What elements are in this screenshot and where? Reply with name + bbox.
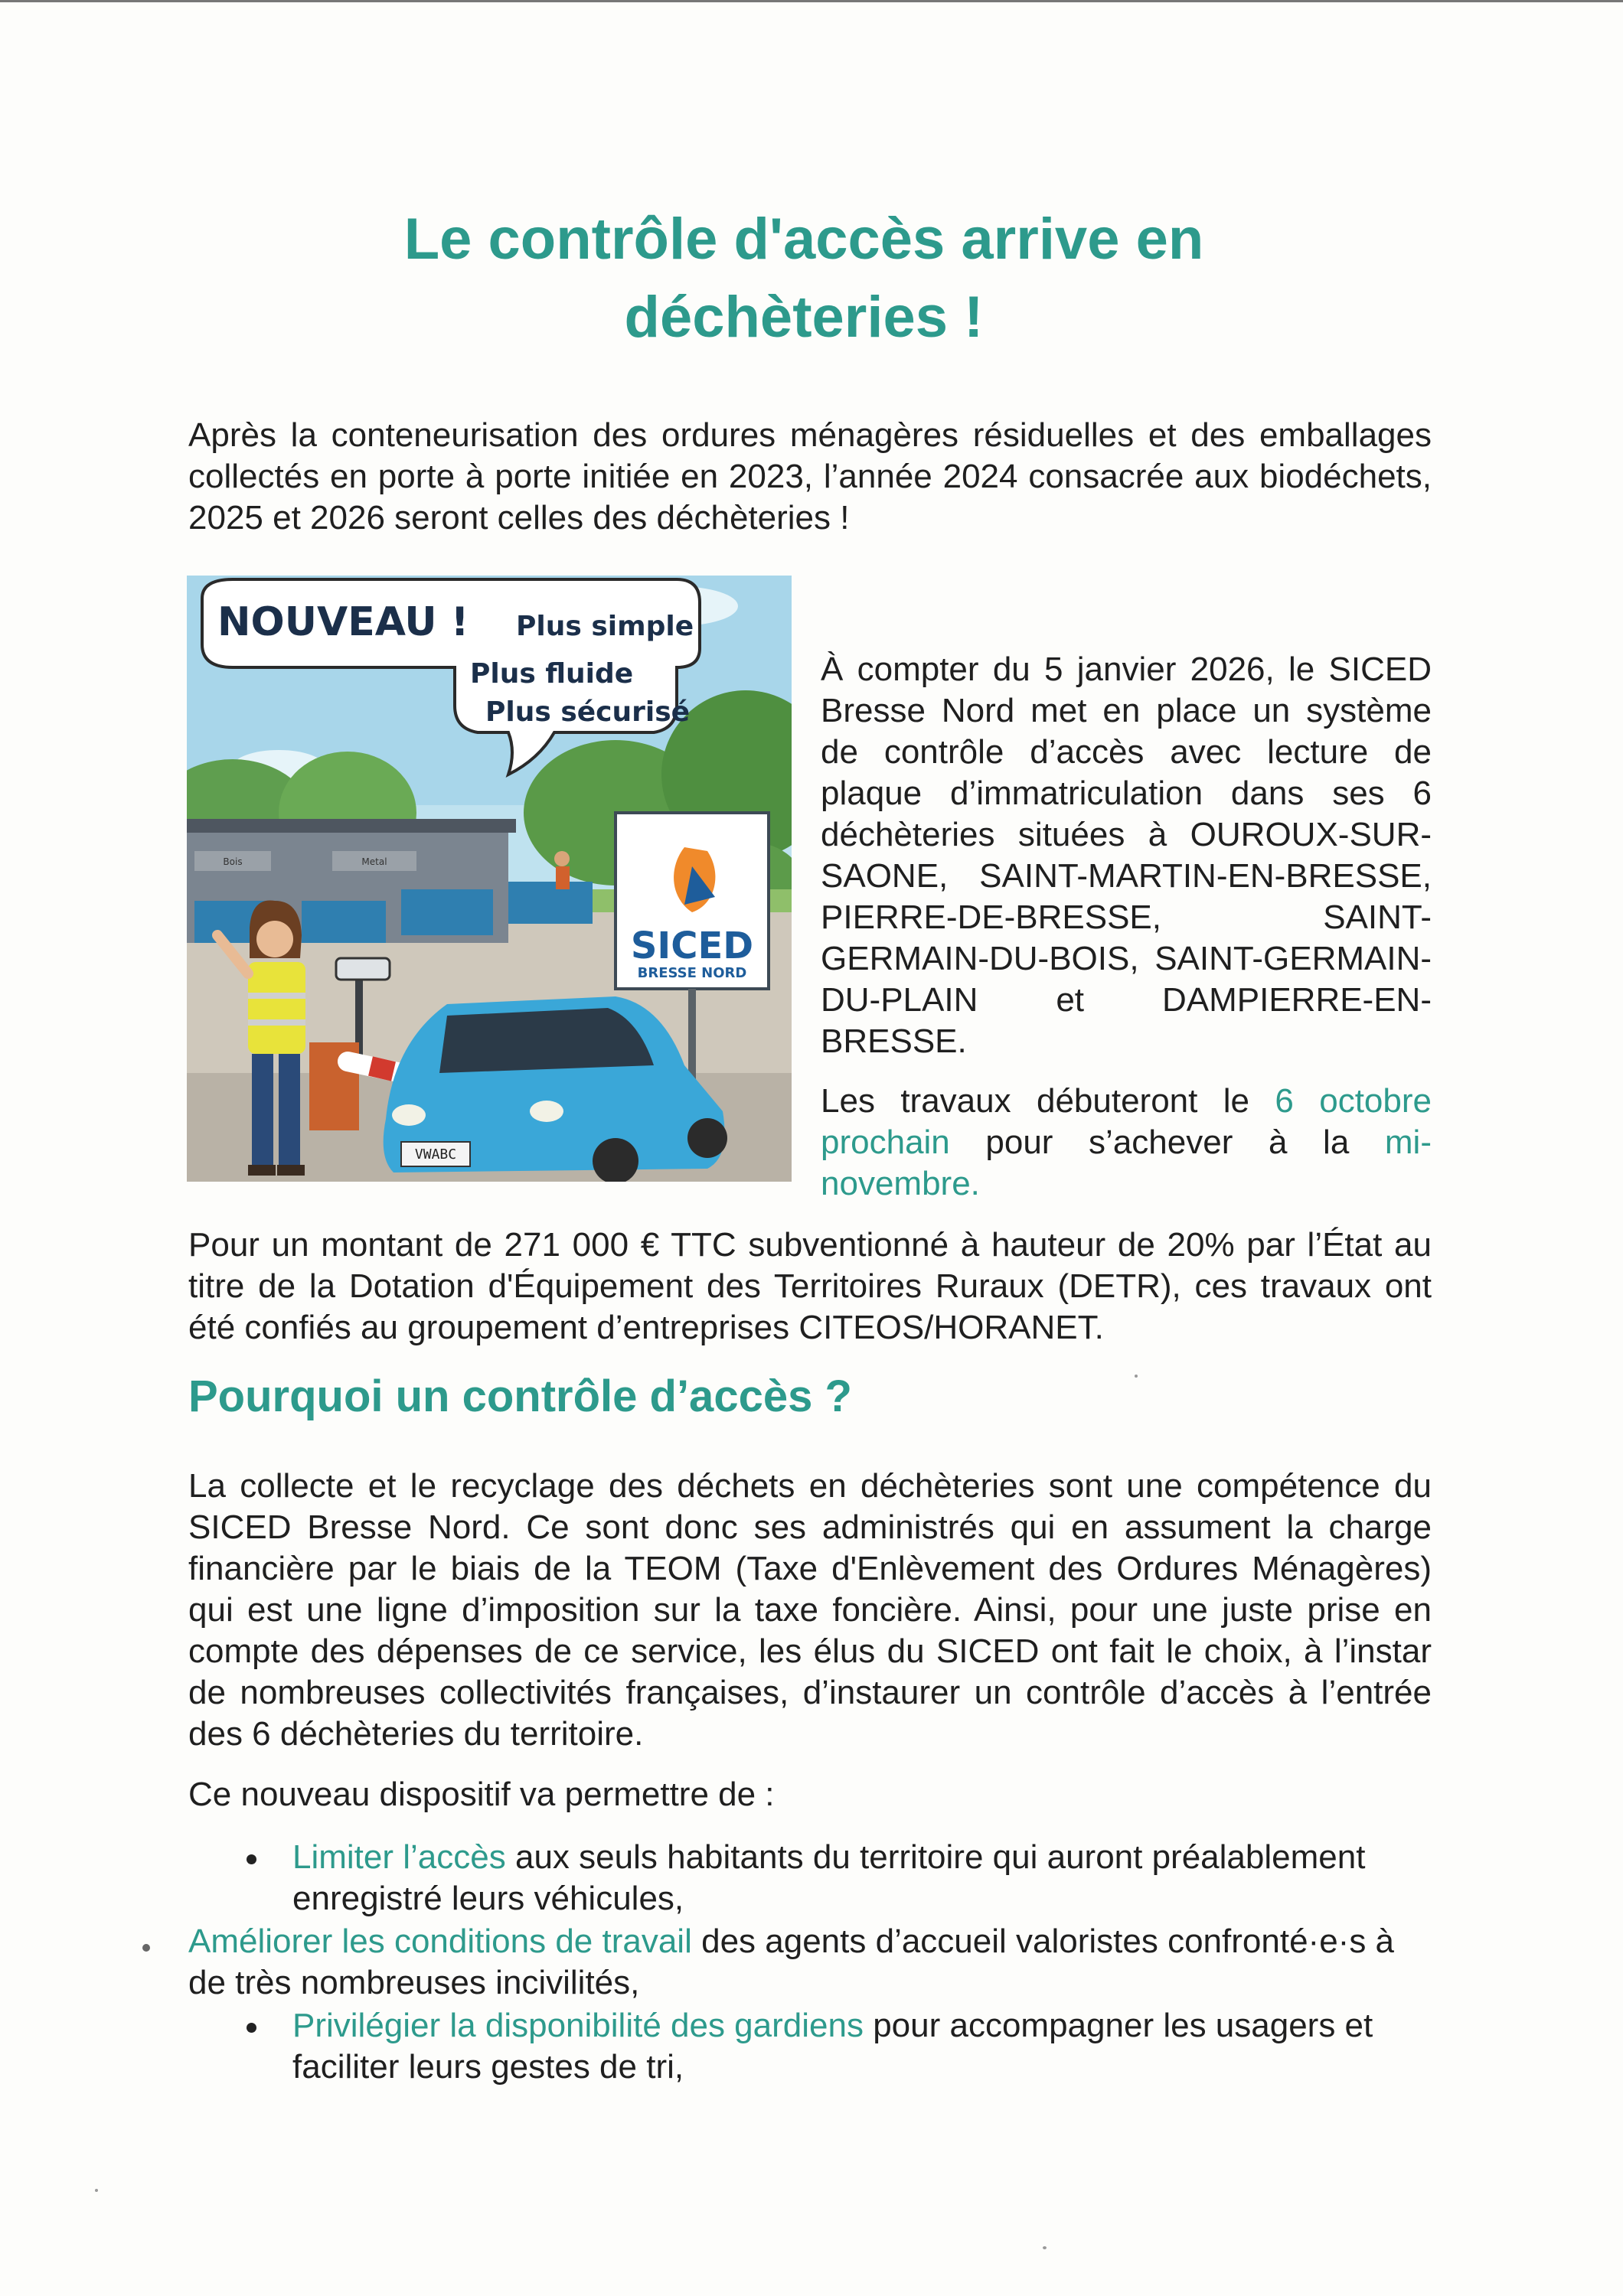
context-paragraph: La collecte et le recyclage des déchets en déchèteries sont une compétence du SICED Bresse Nord. Ce sont donc ses administrés qui en assument la charge financière par le biais de la TEOM (Taxe d'Enlèvement des Ordures Ménagères) qui est une ligne d’imposition sur la taxe foncière. Ainsi, pour une juste prise en compte des dépenses de ce service, les élus du SICED ont fait le choix, à l’instar de nombreuses collectivités françaises, d’instaurer un contrôle d’accès à l’entrée des 6 déchèteries du territoire. — [188, 1467, 1432, 1753]
bullet-dot-2 — [142, 1944, 150, 1952]
scan-speck — [1043, 2246, 1047, 2249]
bullet-2-text: des agents d’accueil valoristes confronté·e·s à de très nombreuses incivilités, — [188, 1923, 1395, 2001]
car-plate: VWABC — [414, 1146, 457, 1163]
bubble-line-2: Plus fluide — [470, 658, 634, 690]
intro-paragraph: Après la conteneurisation des ordures ménagères résiduelles et des emballages collectés en porte à porte initiée en 2023, l’année 2024 consacrée aux biodéchets, 2025 et 2026 seront celles des déchèteries ! — [188, 416, 1432, 536]
title-line-2: déchèteries ! — [624, 285, 984, 350]
works-middle: pour s’achever à la — [985, 1124, 1350, 1161]
works-start-date: 6 octobre prochain — [821, 1082, 1432, 1161]
works-paragraph — [821, 1081, 1432, 1205]
page-title — [230, 201, 1378, 357]
bullet-2-highlight: Améliorer les conditions de travail — [188, 1923, 692, 1960]
container-label-bois: Bois — [223, 856, 243, 867]
bullet-1-highlight: Limiter l’accès — [292, 1838, 506, 1876]
funding-paragraph: Pour un montant de 271 000 € TTC subventionné à hauteur de 20% par l’État au titre de la Dotation d'Équipement des Territoires Ruraux (DETR), ces travaux ont été confiés au groupement d’entreprises CITEOS/HORANET. — [188, 1226, 1432, 1346]
section-heading: Pourquoi un contrôle d’accès ? — [188, 1371, 852, 1421]
bullet-item-1 — [292, 1837, 1432, 1919]
access-control-illustration — [187, 576, 792, 1182]
scan-speck — [1135, 1375, 1138, 1378]
scan-top-edge — [0, 0, 1623, 2]
sign-subtitle: BRESSE NORD — [637, 965, 747, 981]
bullet-3-text: pour accompagner les usagers et faciliter leurs gestes de tri, — [292, 2007, 1373, 2086]
title-line-1: Le contrôle d'accès arrive en — [403, 207, 1204, 272]
bullet-item-3 — [292, 2005, 1432, 2088]
bubble-line-3: Plus sécurisé — [485, 696, 691, 728]
bullet-dot-3 — [247, 2023, 256, 2033]
bullet-item-2 — [188, 1921, 1432, 2004]
bullet-1-text: aux seuls habitants du territoire qui auront préalablement enregistré leurs véhicules, — [292, 1838, 1366, 1917]
announcement-paragraph: À compter du 5 janvier 2026, le SICED Bresse Nord met en place un système de contrôle d’accès avec lecture de plaque d’immatriculation dans ses 6 déchèteries situées à OUROUX-SUR-SAONE, SAINT-MARTIN-EN-BRESSE, PIERRE-DE-BRESSE, SAINT-GERMAIN-DU-BOIS, SAINT-GERMAIN-DU-PLAIN et DAMPIERRE-EN-BRESSE. — [821, 651, 1432, 1060]
scan-speck — [95, 2189, 98, 2192]
bullet-dot-1 — [247, 1854, 256, 1864]
bullet-3-highlight: Privilégier la disponibilité des gardiens — [292, 2007, 864, 2044]
works-prefix: Les travaux débuteront le — [821, 1082, 1249, 1120]
works-end-date: mi-novembre. — [821, 1124, 1432, 1202]
bubble-line-1: Plus simple — [516, 611, 694, 642]
container-label-metal: Metal — [361, 856, 387, 867]
dispositif-intro: Ce nouveau dispositif va permettre de : — [188, 1776, 775, 1813]
bubble-title: NOUVEAU ! — [217, 599, 469, 645]
sign-brand: SICED — [630, 925, 754, 967]
